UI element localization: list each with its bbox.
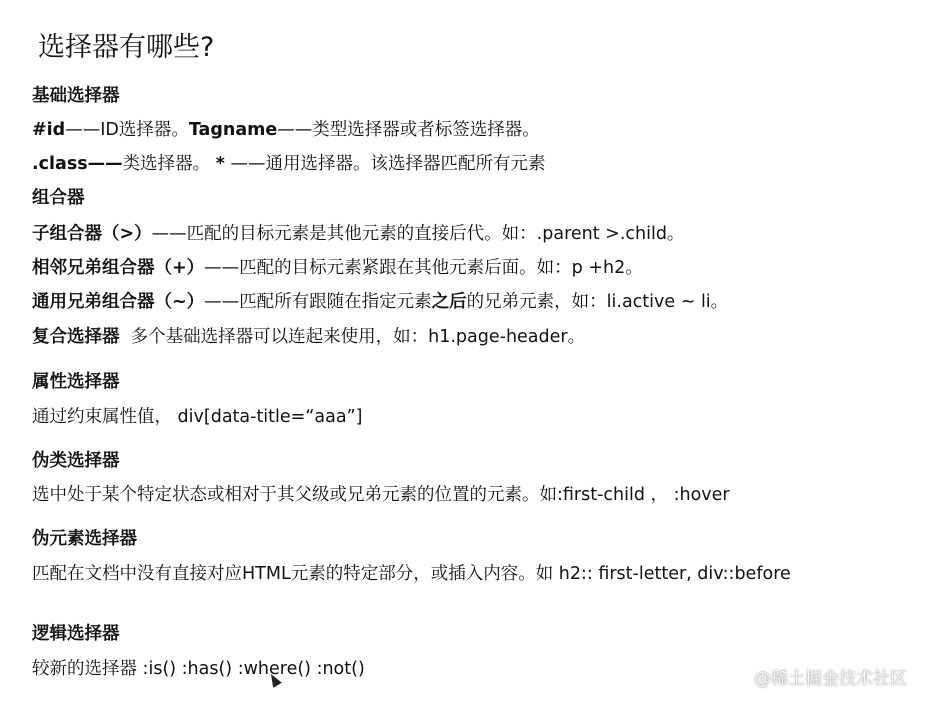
general-sibling-combinator-text-2: 的兄弟元素，如：li.active ~ li。 [466, 292, 729, 312]
compound-selector-line [32, 324, 585, 350]
child-combinator-text: ——匹配的目标元素是其他元素的直接后代。如：.parent >.child。 [151, 224, 685, 244]
child-combinator-line [32, 221, 684, 247]
class-selector-dash: —— [87, 154, 123, 174]
watermark: @稀土掘金技术社区 [754, 669, 907, 689]
universal-selector-desc: ——通用选择器。该选择器匹配所有元素 [230, 154, 546, 174]
compound-selector-label: 复合选择器 [32, 327, 120, 347]
basic-selectors-heading: 基础选择器 [32, 86, 120, 106]
pseudo-element-selectors-heading: 伪元素选择器 [32, 529, 137, 549]
attribute-selectors-heading: 属性选择器 [32, 372, 120, 392]
class-universal-selector-line [32, 151, 545, 177]
id-tag-selector-line [32, 117, 540, 143]
adjacent-sibling-combinator-label: 相邻兄弟组合器（+） [32, 258, 205, 278]
class-selector-desc: 类选择器。 [122, 154, 211, 174]
pseudo-class-selectors-heading: 伪类选择器 [32, 451, 120, 471]
general-sibling-combinator-text-1: ——匹配所有跟随在指定元素 [204, 292, 432, 312]
pseudo-element-selectors-text: 匹配在文档中没有直接对应HTML元素的特定部分，或插入内容。如 h2:: first-letter, div::before [32, 564, 791, 584]
child-combinator-label: 子组合器（>） [32, 224, 152, 244]
logical-selectors-text: 较新的选择器 :is() :has() :where() :not() [32, 659, 365, 679]
tagname-selector-desc: ——类型选择器或者标签选择器。 [277, 120, 540, 140]
adjacent-sibling-combinator-text: ——匹配的目标元素紧跟在其他元素后面。如：p +h2。 [204, 258, 643, 278]
adjacent-sibling-combinator-line [32, 255, 643, 281]
general-sibling-combinator-label: 通用兄弟组合器（~） [32, 292, 205, 312]
universal-selector-term: * [215, 154, 225, 174]
pseudo-class-selectors-text: 选中处于某个特定状态或相对于其父级或兄弟元素的位置的元素。如:first-child ， :hover [32, 485, 730, 505]
tagname-selector-term: Tagname [188, 120, 278, 140]
general-sibling-combinator-emphasis: 之后 [431, 292, 467, 312]
general-sibling-combinator-line [32, 289, 728, 315]
page-title: 选择器有哪些? [38, 32, 215, 63]
combinators-heading: 组合器 [32, 188, 85, 208]
attribute-selectors-text: 通过约束属性值， div[data-title=“aaa”] [32, 407, 363, 427]
id-selector-term: #id [32, 120, 66, 140]
compound-selector-text: 多个基础选择器可以连起来使用，如：h1.page-header。 [130, 327, 586, 347]
logical-selectors-heading: 逻辑选择器 [32, 624, 120, 644]
id-selector-desc: ——ID选择器。 [65, 120, 189, 140]
class-selector-term: .class [32, 154, 88, 174]
